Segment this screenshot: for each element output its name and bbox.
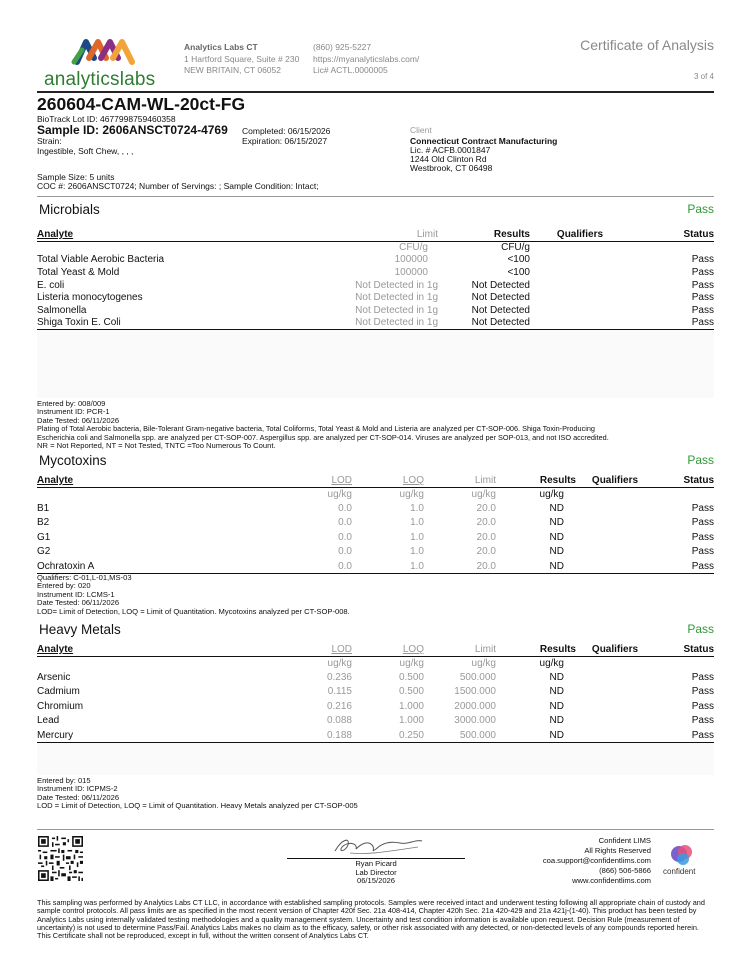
result-value: ND (549, 700, 564, 712)
table-row (37, 670, 714, 685)
note-line: Date Tested: 06/11/2026 (37, 415, 120, 425)
lod-value: 0.115 (327, 686, 352, 698)
expiration-date: Expiration: 06/15/2027 (242, 136, 328, 146)
table-header-row (37, 228, 714, 241)
result-value: ND (549, 546, 564, 558)
section-divider (37, 196, 714, 197)
table-row (37, 685, 714, 700)
analyte-name: Chromium (37, 700, 84, 712)
signer-title: Lab Director (355, 867, 397, 877)
analyte-name: Shiga Toxin E. Coli (37, 317, 121, 329)
limit-value: 3000.000 (454, 715, 496, 727)
status-value: Pass (691, 266, 714, 278)
lab-address-block (184, 42, 299, 77)
col-header-analyte: Analyte (37, 643, 282, 656)
result-value: ND (549, 686, 564, 698)
limit-value: Not Detected in 1g (355, 292, 438, 304)
col-header-qualifiers: Qualifiers (530, 228, 630, 241)
client-label: Client (410, 125, 432, 135)
coc-info: COC #: 2606ANSCT0724; Number of Servings: ; Sample Condition: Intact; (37, 181, 319, 191)
col-header-loq: LOQ (352, 643, 424, 656)
qr-code-icon[interactable] (38, 836, 83, 881)
limit-value: 500.000 (459, 671, 496, 683)
limit-unit: ug/kg (471, 488, 496, 500)
sample-id: Sample ID: 2606ANSCT0724-4769 (37, 123, 228, 137)
limit-value: 100000 (394, 254, 428, 266)
table-header-row (37, 474, 714, 487)
confident-logo-icon (667, 843, 697, 867)
analyte-name: Lead (37, 715, 60, 727)
limit-value: 100000 (394, 266, 428, 278)
loq-value: 0.500 (398, 686, 424, 698)
analyte-name: Ochratoxin A (37, 560, 95, 572)
loq-value: 1.0 (410, 531, 424, 543)
lod-value: 0.236 (326, 671, 352, 683)
table-row (37, 317, 714, 330)
result-value: ND (549, 715, 564, 727)
result-value: ND (549, 671, 564, 683)
analyte-name: G1 (37, 531, 51, 543)
header-divider (37, 91, 714, 93)
result-value: Not Detected (471, 317, 530, 329)
limit-value: 20.0 (476, 546, 496, 558)
heavy-metals-table (37, 643, 714, 743)
note-line: LOD = Limit of Detection, LOQ = Limit of Quantitation. Heavy Metals analyzed per CT-SOP-005 (37, 801, 358, 811)
col-header-limit: Limit (267, 228, 438, 241)
analyte-name: G2 (37, 546, 51, 558)
analyte-name: Listeria monocytogenes (37, 292, 143, 304)
lod-value: 0.216 (326, 700, 352, 712)
result-unit: CFU/g (501, 242, 530, 254)
lims-name: Confident LIMS (598, 836, 651, 845)
col-header-analyte: Analyte (37, 228, 267, 241)
lims-website[interactable]: www.confidentlims.com (572, 876, 651, 885)
note-line: Entered by: 008/009 (37, 399, 106, 408)
analyte-name: Salmonella (37, 304, 87, 316)
lims-info (543, 836, 651, 886)
col-header-limit: Limit (424, 474, 496, 487)
result-unit: ug/kg (539, 657, 564, 669)
sample-name: 260604-CAM-WL-20ct-FG (37, 94, 246, 114)
note-line: Entered by: 015 (37, 776, 91, 785)
heavy-metals-notes (37, 777, 714, 811)
lod-unit: ug/kg (327, 488, 352, 500)
status-value: Pass (691, 671, 714, 683)
note-line: Escherichia coli and Salmonella spp. are analyzed per CT-SOP-007. Aspergillus spp. are analyzed per CT-SOP-014. Viruses are analyzed per SOP-013, and not ISO accredited. (37, 432, 609, 442)
lab-website[interactable]: https://myanalyticslabs.com/ (313, 53, 420, 64)
strain-label: Strain: (37, 136, 62, 146)
col-header-status: Status (654, 474, 714, 487)
status-value: Pass (691, 686, 714, 698)
mycotoxins-title: Mycotoxins (39, 453, 107, 468)
microbials-title: Microbials (39, 202, 100, 217)
completed-date: Completed: 06/15/2026 (242, 126, 331, 136)
table-row (37, 279, 714, 292)
note-line: Date Tested: 06/11/2026 (37, 792, 120, 802)
col-header-qualifiers: Qualifiers (576, 474, 654, 487)
lod-unit: ug/kg (327, 657, 352, 669)
loq-value: 1.000 (398, 700, 424, 712)
note-line: Instrument ID: PCR-1 (37, 407, 110, 417)
units-row (37, 241, 714, 254)
table-row (37, 254, 714, 267)
limit-value: Not Detected in 1g (355, 279, 438, 291)
loq-unit: ug/kg (399, 657, 424, 669)
disclaimer: This sampling was performed by Analytics Labs CT LLC, in accordance with established sampling protocols. Samples were received intact and underwent testing following all appropriate chain of custody and sample control protocols. All pass limits are as specified in the most recent version of Chapter 420f Sec. 21a 408-414, Chapter 420h Sec. 21a 420-429 and 21a 421j-(1-40). This product has been tested by Analytics Labs using internally validated testing methodologies and a quality management system. Uncertainty and test condition information is available upon request. Decision Rule (measurement of uncertainty) is not used to determine Pass/Fail. Analytics Labs makes no claim as to the efficacy, safety, or other risk associated with any detected, or non-detected levels of any compounds reported herein. This Certificate shall not be reproduced, except in full, without the written consent of Analytics Labs CT. (37, 898, 705, 941)
col-header-limit: Limit (424, 643, 496, 656)
loq-value: 1.0 (410, 502, 424, 514)
lod-value: 0.0 (338, 560, 352, 572)
limit-unit: CFU/g (399, 242, 428, 254)
heavy-metals-notes-area (37, 743, 714, 775)
result-value: <100 (507, 254, 530, 266)
limit-value: Not Detected in 1g (355, 317, 438, 329)
col-header-lod: LOD (282, 643, 352, 656)
signature-date: 06/15/2026 (356, 876, 395, 886)
note-line: Qualifiers: C-01,L-01,MS-03 (37, 573, 132, 582)
lod-value: 0.0 (338, 546, 352, 558)
analyte-name: Cadmium (37, 686, 80, 698)
limit-value: 500.000 (459, 729, 496, 741)
lod-value: 0.088 (326, 715, 352, 727)
status-value: Pass (691, 715, 714, 727)
analyte-name: E. coli (37, 279, 65, 291)
note-line: Date Tested: 06/11/2026 (37, 598, 120, 608)
result-value: Not Detected (471, 292, 530, 304)
signer-name: Ryan Picard (355, 859, 397, 868)
result-value: ND (549, 729, 564, 741)
lab-address-line1: 1 Hartford Square, Suite # 230 (184, 53, 300, 64)
table-row (37, 530, 714, 545)
signature-block (287, 860, 465, 886)
limit-unit: ug/kg (471, 657, 496, 669)
limit-value: 20.0 (476, 517, 496, 529)
units-row (37, 656, 714, 670)
col-header-status: Status (630, 228, 714, 241)
biotrack-id: BioTrack Lot ID: 4677998759460358 (37, 114, 176, 124)
note-line: Instrument ID: LCMS-1 (37, 589, 115, 599)
microbials-notes (37, 400, 727, 450)
status-value: Pass (691, 700, 714, 712)
table-row (37, 516, 714, 531)
col-header-results: Results (496, 643, 576, 656)
table-row (37, 699, 714, 714)
table-row (37, 291, 714, 304)
analyte-name: Total Yeast & Mold (37, 266, 120, 278)
status-value: Pass (691, 546, 714, 558)
loq-value: 0.250 (398, 729, 424, 741)
status-value: Pass (691, 502, 714, 514)
col-header-loq: LOQ (352, 474, 424, 487)
status-value: Pass (691, 531, 714, 543)
sample-matrix: Ingestible, Soft Chew, , , , (37, 146, 134, 156)
status-value: Pass (691, 560, 714, 572)
result-value: ND (549, 531, 564, 543)
loq-value: 1.0 (410, 560, 424, 572)
col-header-analyte: Analyte (37, 474, 282, 487)
lab-license: Lic# ACTL.0000005 (313, 65, 388, 75)
limit-value: 20.0 (476, 560, 496, 572)
col-header-lod: LOD (282, 474, 352, 487)
signature-image (330, 833, 430, 859)
note-line: NR = Not Reported, NT = Not Tested, TNTC =Too Numerous To Count. (37, 441, 276, 451)
note-line: Entered by: 020 (37, 581, 91, 591)
mycotoxins-notes (37, 574, 714, 616)
mycotoxins-status-badge: Pass (687, 453, 714, 467)
status-value: Pass (691, 517, 714, 529)
mycotoxins-table (37, 474, 714, 574)
table-row (37, 545, 714, 560)
result-value: ND (549, 560, 564, 572)
client-name: Connecticut Contract Manufacturing (410, 136, 558, 146)
col-header-results: Results (438, 228, 530, 241)
status-value: Pass (691, 254, 714, 266)
lod-value: 0.188 (326, 729, 352, 741)
status-value: Pass (691, 279, 714, 291)
analyte-name: Mercury (37, 729, 74, 741)
status-value: Pass (691, 304, 714, 316)
table-row (37, 559, 714, 574)
result-value: <100 (507, 266, 530, 278)
loq-value: 1.0 (410, 517, 424, 529)
table-row (37, 728, 714, 743)
page-number: 3 of 4 (693, 72, 714, 81)
table-row (37, 714, 714, 729)
lab-logo (44, 36, 169, 90)
loq-value: 1.0 (410, 546, 424, 558)
confident-logo-text: confident (663, 867, 696, 876)
limit-value: 2000.000 (454, 700, 496, 712)
col-header-results: Results (496, 474, 576, 487)
result-value: ND (549, 517, 564, 529)
client-address-line2: Westbrook, CT 06498 (410, 163, 493, 173)
loq-value: 0.500 (398, 671, 424, 683)
loq-unit: ug/kg (399, 488, 424, 500)
microbials-notes-area (37, 330, 714, 398)
microbials-status-badge: Pass (687, 202, 714, 216)
lab-address-line2: NEW BRITAIN, CT 06052 (184, 65, 281, 75)
table-row (37, 501, 714, 516)
table-row (37, 266, 714, 279)
sample-size: Sample Size: 5 units (37, 172, 115, 182)
limit-value: 1500.000 (454, 686, 496, 698)
microbials-table (37, 228, 714, 330)
heavy-metals-status-badge: Pass (687, 622, 714, 636)
lod-value: 0.0 (338, 517, 352, 529)
note-line: Instrument ID: ICPMS-2 (37, 784, 118, 794)
note-line: Plating of Total Aerobic bacteria, Bile-Tolerant Gram-negative bacteria, Total Coliforms, Total Yeast & Mold and Listeria are analyzed per CT-SOP-006. Shiga Toxin-Producing (37, 424, 595, 434)
result-value: Not Detected (471, 304, 530, 316)
col-header-qualifiers: Qualifiers (576, 643, 654, 656)
lab-name: Analytics Labs CT (184, 42, 258, 52)
result-value: Not Detected (471, 279, 530, 291)
status-value: Pass (691, 317, 714, 329)
result-unit: ug/kg (539, 488, 564, 500)
analyte-name: Arsenic (37, 671, 71, 683)
lab-phone: (860) 925-5227 (313, 42, 372, 52)
lims-rights: All Rights Reserved (584, 846, 651, 855)
heavy-metals-title: Heavy Metals (39, 622, 121, 637)
table-header-row (37, 643, 714, 656)
lab-contact-block (313, 42, 419, 77)
loq-value: 1.000 (398, 715, 424, 727)
lims-email[interactable]: coa.support@confidentlims.com (542, 856, 651, 865)
status-value: Pass (691, 729, 714, 741)
limit-value: 20.0 (476, 531, 496, 543)
result-value: ND (549, 502, 564, 514)
client-license: Lic. # ACFB.0001847 (410, 145, 491, 155)
client-address-line1: 1244 Old Clinton Rd (410, 154, 487, 164)
footer-divider (37, 829, 714, 830)
limit-value: Not Detected in 1g (355, 304, 438, 316)
document-title: Certificate of Analysis (580, 37, 714, 53)
units-row (37, 487, 714, 501)
lims-phone: (866) 506-5866 (599, 866, 651, 875)
logo-mark-icon (44, 36, 169, 66)
lod-value: 0.0 (338, 502, 352, 514)
logo-text: analyticslabs (44, 69, 156, 90)
analyte-name: Total Viable Aerobic Bacteria (37, 254, 165, 266)
analyte-name: B2 (37, 517, 50, 529)
table-row (37, 304, 714, 317)
note-line: LOD= Limit of Detection, LOQ = Limit of Quantitation. Mycotoxins analyzed per CT-SOP-008. (37, 606, 350, 616)
lod-value: 0.0 (338, 531, 352, 543)
analyte-name: B1 (37, 502, 50, 514)
limit-value: 20.0 (476, 502, 496, 514)
status-value: Pass (691, 292, 714, 304)
col-header-status: Status (654, 643, 714, 656)
